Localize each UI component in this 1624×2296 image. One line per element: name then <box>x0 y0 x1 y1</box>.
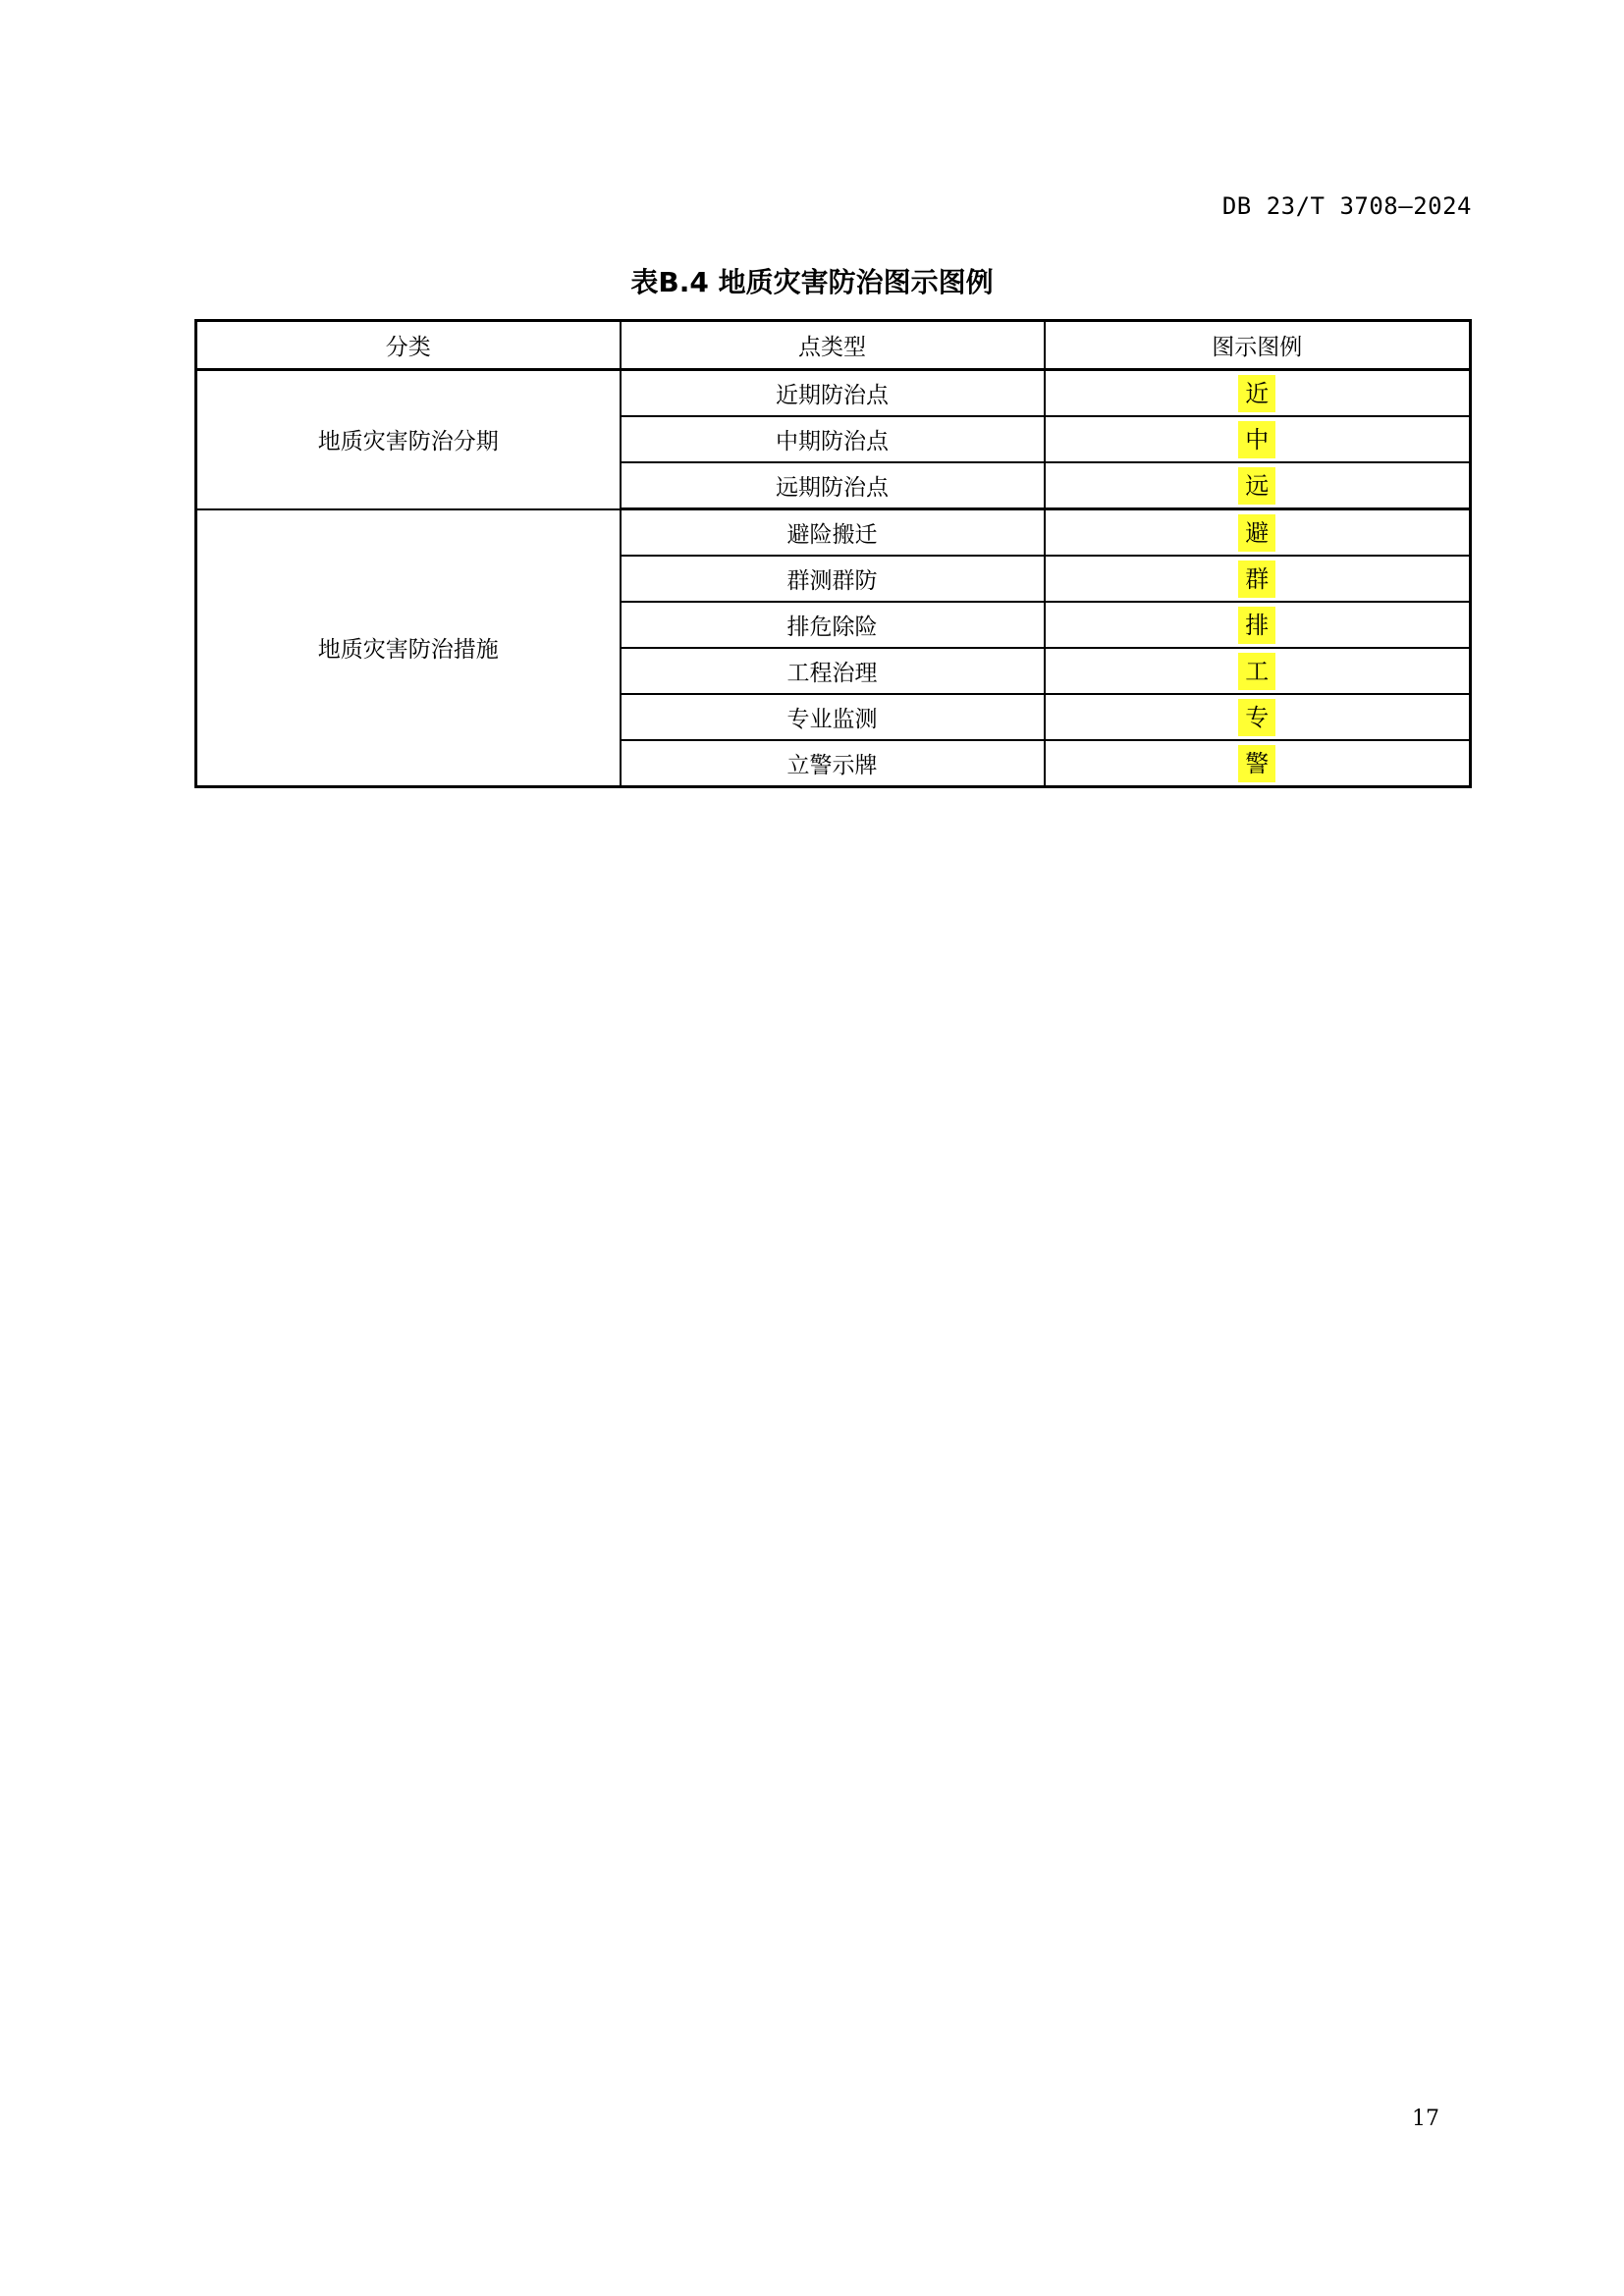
legend-cell <box>1045 509 1471 557</box>
column-header-category: 分类 <box>196 321 621 370</box>
legend-cell <box>1045 740 1471 787</box>
category-cell: 地质灾害防治措施 <box>196 509 621 787</box>
standard-code: DB 23/T 3708—2024 <box>1221 192 1472 220</box>
legend-symbol: 近 <box>1238 375 1275 412</box>
legend-cell <box>1045 602 1471 648</box>
legend-symbol: 工 <box>1238 653 1275 690</box>
table-row <box>196 370 1471 417</box>
table-header-row <box>196 321 1471 370</box>
point-type-cell: 工程治理 <box>621 648 1045 694</box>
legend-symbol: 群 <box>1238 561 1275 598</box>
legend-cell <box>1045 556 1471 602</box>
legend-cell <box>1045 648 1471 694</box>
table-title: 表B.4 地质灾害防治图示图例 <box>630 266 994 298</box>
legend-symbol: 专 <box>1238 699 1275 736</box>
column-header-legend: 图示图例 <box>1045 321 1471 370</box>
category-cell: 地质灾害防治分期 <box>196 370 621 509</box>
point-type-cell: 近期防治点 <box>621 370 1045 417</box>
legend-cell <box>1045 370 1471 417</box>
point-type-cell: 避险搬迁 <box>621 509 1045 557</box>
legend-symbol: 排 <box>1238 607 1275 644</box>
point-type-cell: 立警示牌 <box>621 740 1045 787</box>
column-header-point-type: 点类型 <box>621 321 1045 370</box>
point-type-cell: 专业监测 <box>621 694 1045 740</box>
legend-symbol: 警 <box>1238 745 1275 782</box>
point-type-cell: 群测群防 <box>621 556 1045 602</box>
legend-symbol: 远 <box>1238 467 1275 505</box>
point-type-cell: 排危除险 <box>621 602 1045 648</box>
legend-symbol: 中 <box>1238 421 1275 458</box>
legend-cell <box>1045 462 1471 509</box>
legend-symbol: 避 <box>1238 514 1275 552</box>
page-number: 17 <box>1412 2107 1439 2131</box>
point-type-cell: 中期防治点 <box>621 416 1045 462</box>
point-type-cell: 远期防治点 <box>621 462 1045 509</box>
legend-cell <box>1045 694 1471 740</box>
legend-cell <box>1045 416 1471 462</box>
table-row <box>196 509 1471 557</box>
legend-table <box>194 319 1472 788</box>
